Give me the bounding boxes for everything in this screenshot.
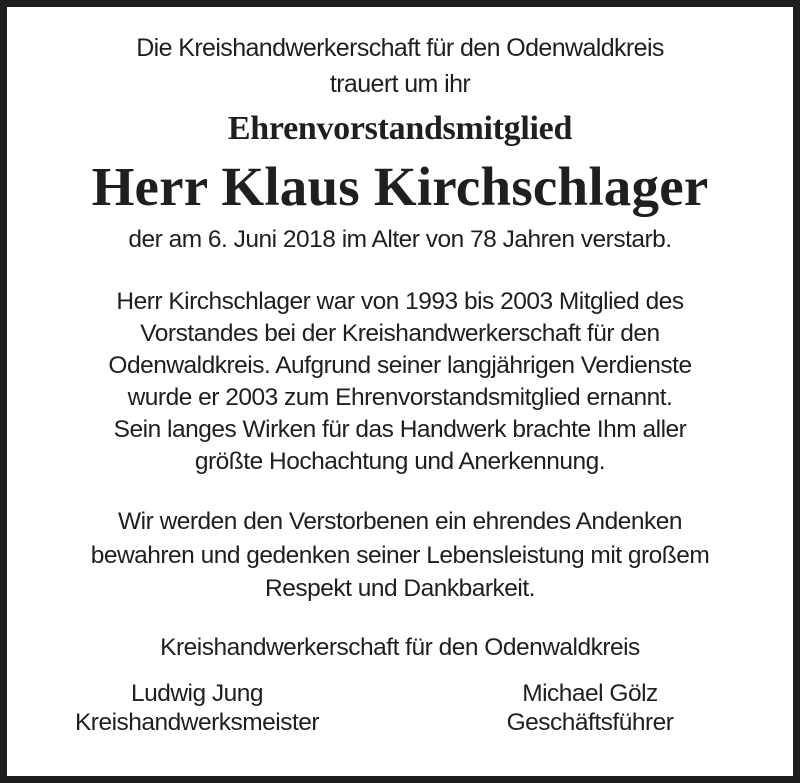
paragraph-line: bewahren und gedenken seiner Lebensleistung mit großem: [90, 542, 710, 569]
signatory-name: Ludwig Jung: [130, 680, 264, 707]
signatory-role: Geschäftsführer: [506, 709, 674, 736]
paragraph-line: Odenwaldkreis. Aufgrund seiner langjährigen Verdienste: [108, 352, 692, 379]
death-date-line: der am 6. Juni 2018 im Alter von 78 Jahren verstarb.: [128, 226, 672, 253]
organization-signature: Kreishandwerkerschaft für den Odenwaldkreis: [160, 634, 640, 661]
signatory-role: Kreishandwerksmeister: [74, 709, 320, 736]
honorary-title: Ehrenvorstandsmitglied: [227, 110, 573, 147]
deceased-name: Herr Klaus Kirchschlager: [91, 156, 709, 217]
intro-line-2: trauert um ihr: [329, 70, 471, 98]
paragraph-line: Sein langes Wirken für das Handwerk brachte Ihm aller: [113, 416, 687, 443]
paragraph-line: Wir werden den Verstorbenen ein ehrendes Andenken: [118, 508, 682, 535]
paragraph-line: Vorstandes bei der Kreishandwerkerschaft für den: [140, 320, 660, 347]
paragraph-line: größte Hochachtung und Anerkennung.: [194, 448, 606, 475]
paragraph-line: Respekt und Dankbarkeit.: [265, 575, 535, 602]
paragraph-line: wurde er 2003 zum Ehrenvorstandsmitglied ernannt.: [127, 384, 673, 411]
intro-line-1: Die Kreishandwerkerschaft für den Odenwaldkreis: [136, 34, 664, 62]
signatory-name: Michael Gölz: [522, 680, 658, 707]
paragraph-line: Herr Kirchschlager war von 1993 bis 2003 Mitglied des: [116, 288, 684, 315]
